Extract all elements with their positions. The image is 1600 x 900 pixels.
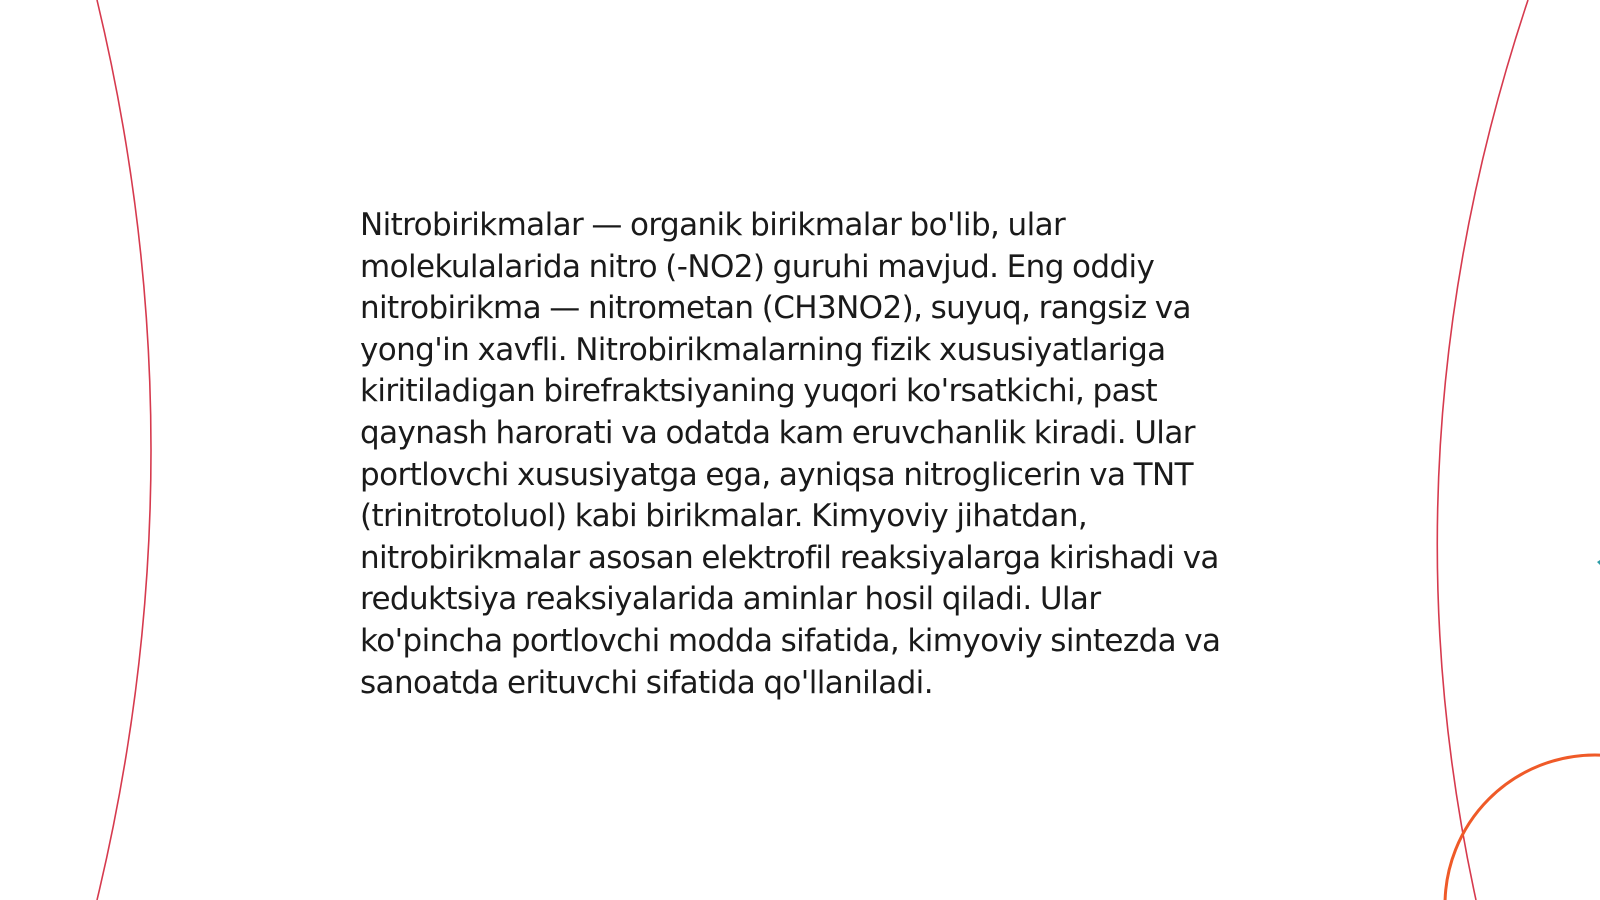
accent-circle-outline <box>1445 755 1600 900</box>
left-curve-line <box>97 0 151 900</box>
right-curve-line <box>1437 0 1528 900</box>
slide-body-text: Nitrobirikmalar — organik birikmalar bo'lib, ular molekulalarida nitro (-NO2) guruhi mavjud. Eng oddiy nitrobirikma — nitrometan (CH3NO2), suyuq, rangsiz va yong'in xavfli. Nitrobirikmalarning fizik xususiyatlariga kiritiladigan birefraktsiyaning yuqori ko'rsatkichi, past qaynash harorati va odatda kam eruvchanlik kiradi. Ular portlovchi xususiyatga ega, ayniqsa nitroglicerin va TNT (trinitrotoluol) kabi birikmalar. Kimyoviy jihatdan, nitrobirikmalar asosan elektrofil reaksiyalarga kirishadi va reduktsiya reaksiyalarida aminlar hosil qiladi. Ular ko'pincha portlovchi modda sifatida, kimyoviy sintezda va sanoatda erituvchi sifatida qo'llaniladi. <box>360 207 1221 701</box>
